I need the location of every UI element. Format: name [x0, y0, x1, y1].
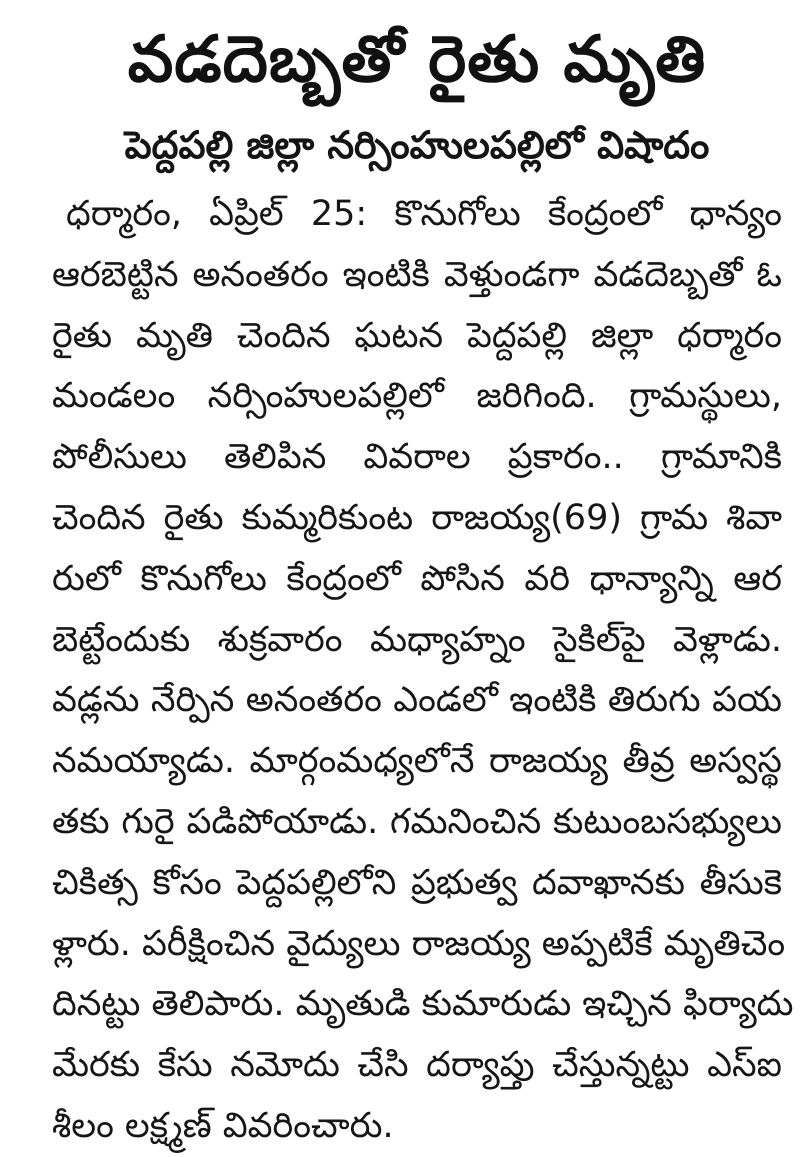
- body-line: బెట్టేందుకు శుక్రవారం మధ్యాహ్నం సైకిల్‌పై వెళ్లాడు.: [52, 619, 782, 660]
- body-line: మేరకు కేసు నమోదు చేసి దర్యాప్తు చేస్తున్నట్టు ఎస్‌ఐ: [52, 1045, 782, 1086]
- body-line: పోలీసులు తెలిపిన వివరాల ప్రకారం.. గ్రామానికి: [52, 437, 782, 478]
- body-line: చికిత్స కోసం పెద్దపల్లిలోని ప్రభుత్వ దవాఖానకు తీసుకె: [52, 862, 782, 903]
- body-line: ఆరబెట్టిన అనంతరం ఇంటికి వెళ్తుండగా వడదెబ్బతో ఓ: [52, 254, 782, 295]
- body-line: వడ్లను నేర్పిన అనంతరం ఎండలో ఇంటికి తిరుగు పయ: [52, 680, 782, 721]
- body-line: ధర్మారం, ఏప్రిల్ 25: కొనుగోలు కేంద్రంలో ధాన్యం: [66, 194, 782, 234]
- body-line: రైతు మృతి చెందిన ఘటన పెద్దపల్లి జిల్లా ధర్మారం: [52, 315, 782, 356]
- body-line: శీలం లక్ష్మణ్ వివరించారు.: [52, 1105, 394, 1146]
- body-line: తకు గురై పడిపోయాడు. గమనించిన కుటుంబసభ్యులు: [52, 801, 782, 842]
- body-line: రులో కొనుగోలు కేంద్రంలో పోసిన వరి ధాన్యాన్ని ఆర: [52, 558, 782, 599]
- body-line: మండలం నర్సింహులపల్లిలో జరిగింది. గ్రామస్థులు,: [52, 376, 782, 417]
- article-body: [52, 178, 794, 1157]
- body-line: దినట్టు తెలిపారు. మృతుడి కుమారుడు ఇచ్చిన ఫిర్యాదు: [52, 984, 794, 1025]
- body-line: ళ్లారు. పరీక్షించిన వైద్యులు రాజయ్య అప్పటికే మృతిచెం: [52, 923, 786, 964]
- body-line: నమయ్యాడు. మార్గంమధ్యలోనే రాజయ్య తీవ్ర అస్వస్థ: [52, 741, 782, 782]
- headline: వడదెబ్బతో రైతు మృతి: [127, 23, 707, 97]
- subheadline: పెద్దపల్లి జిల్లా నర్సింహులపల్లిలో విషాదం: [124, 123, 710, 167]
- body-line: చెందిన రైతు కుమ్మరికుంట రాజయ్య(69) గ్రామ శివా: [52, 497, 782, 538]
